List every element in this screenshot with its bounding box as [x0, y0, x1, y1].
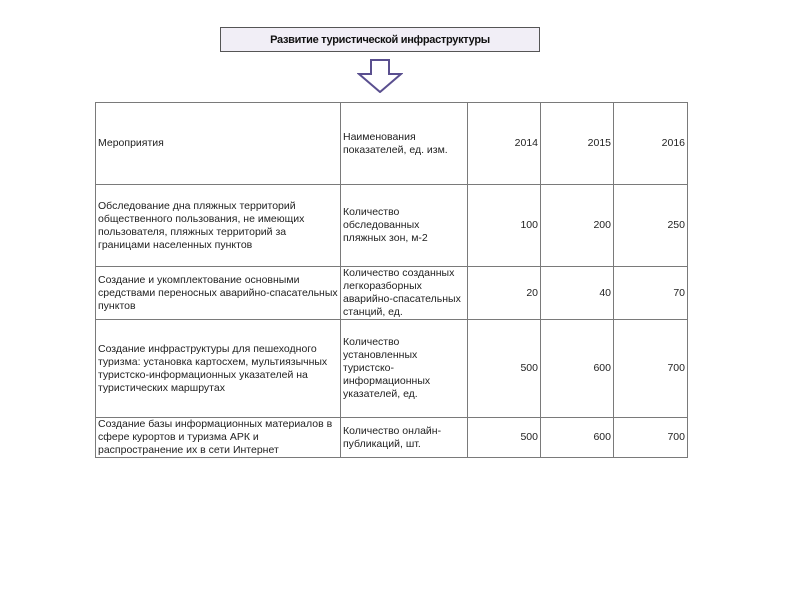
row-indicator: Количество установленных туристско-информационных указателей, ед.: [341, 320, 468, 418]
header-indicator: Наименования показателей, ед. изм.: [341, 103, 468, 185]
row-activity: Создание инфраструктуры для пешеходного туризма: установка картосхем, мультиязычных туристско-информационных указателей на туристических маршрутах: [96, 320, 341, 418]
table-row: [96, 418, 688, 458]
header-activity: Мероприятия: [96, 103, 341, 185]
row-value-2015: 600: [541, 320, 614, 418]
page-title: Развитие туристической инфраструктуры: [220, 27, 540, 52]
table-row: [96, 267, 688, 320]
row-value-2014: 500: [468, 320, 541, 418]
header-2014: 2014: [468, 103, 541, 185]
row-value-2014: 500: [468, 418, 541, 458]
table-header-row: [96, 103, 688, 185]
row-value-2014: 100: [468, 185, 541, 267]
header-2015: 2015: [541, 103, 614, 185]
row-value-2016: 700: [614, 320, 688, 418]
row-activity: Обследование дна пляжных территорий общественного пользования, не имеющих пользователя, пляжных территорий за границами населенных пунктов: [96, 185, 341, 267]
row-activity: Создание и укомплектование основными средствами переносных аварийно-спасательных пунктов: [96, 267, 341, 320]
row-indicator: Количество обследованных пляжных зон, м-2: [341, 185, 468, 267]
row-value-2016: 250: [614, 185, 688, 267]
table-row: [96, 185, 688, 267]
infrastructure-table: [95, 102, 688, 458]
row-value-2015: 600: [541, 418, 614, 458]
row-value-2016: 70: [614, 267, 688, 320]
header-2016: 2016: [614, 103, 688, 185]
row-indicator: Количество созданных легкоразборных аварийно-спасательных станций, ед.: [341, 267, 468, 320]
table-row: [96, 320, 688, 418]
row-indicator: Количество онлайн-публикаций, шт.: [341, 418, 468, 458]
down-arrow-icon: [357, 59, 403, 93]
row-value-2016: 700: [614, 418, 688, 458]
row-value-2015: 40: [541, 267, 614, 320]
row-value-2015: 200: [541, 185, 614, 267]
row-activity: Создание базы информационных материалов в сфере курортов и туризма АРК и распространение их в сети Интернет: [96, 418, 341, 458]
row-value-2014: 20: [468, 267, 541, 320]
